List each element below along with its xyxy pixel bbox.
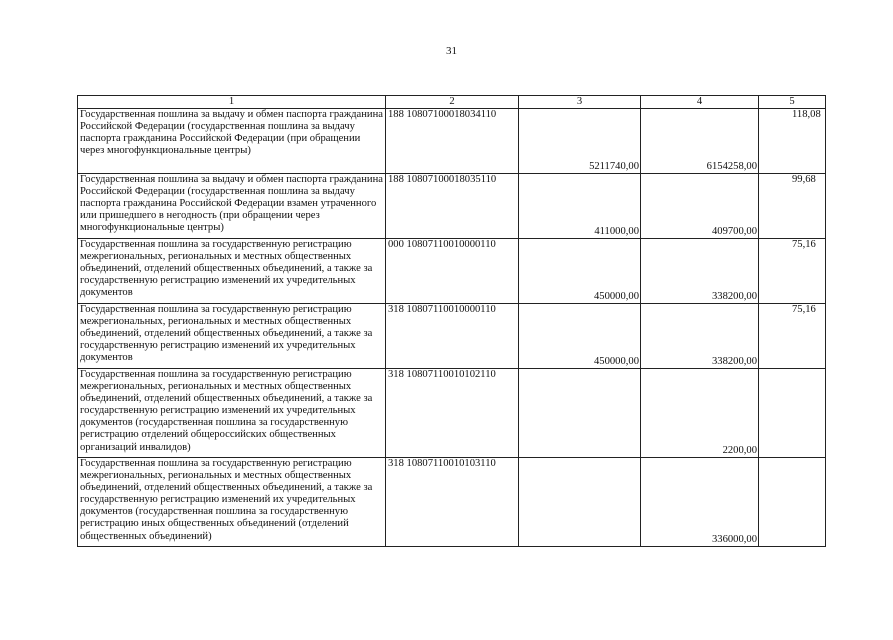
budget-code-cell: 318 10807110010000110 xyxy=(386,304,519,369)
header-col-1: 1 xyxy=(78,96,386,109)
budget-code-cell: 318 10807110010103110 xyxy=(386,458,519,547)
col5-value-cell xyxy=(759,458,826,547)
budget-code-cell: 000 10807110010000110 xyxy=(386,239,519,304)
col5-value-cell: 99,68 xyxy=(759,174,826,239)
header-col-2: 2 xyxy=(386,96,519,109)
fee-name-cell: Государственная пошлина за выдачу и обмен паспорта гражданина Российской Федерации (государственная пошлина за выдачу паспорта гражданина Российской Федерации (при обращении через многофункциональные центры) xyxy=(78,109,386,174)
col4-value-cell: 338200,00 xyxy=(641,239,759,304)
table-row xyxy=(78,239,826,304)
header-col-5: 5 xyxy=(759,96,826,109)
col3-value-cell: 450000,00 xyxy=(519,239,641,304)
table-row xyxy=(78,304,826,369)
col5-value-cell: 118,08 xyxy=(759,109,826,174)
fee-name-cell: Государственная пошлина за государственную регистрацию межрегиональных, региональных и местных общественных объединений, отделений общественных объединений, а также за государственную регистрацию изменений их учредительных документов xyxy=(78,239,386,304)
header-col-4: 4 xyxy=(641,96,759,109)
fee-table xyxy=(77,95,826,547)
table-row xyxy=(78,369,826,458)
col4-value-cell: 2200,00 xyxy=(641,369,759,458)
budget-code-cell: 188 10807100018034110 xyxy=(386,109,519,174)
col5-value-cell xyxy=(759,369,826,458)
fee-name-cell: Государственная пошлина за государственную регистрацию межрегиональных, региональных и местных общественных объединений, отделений общественных объединений, а также за государственную регистрацию изменений их учредительных документов (государственная пошлина за государственную регистрацию отделений общероссийских общественных организаций инвалидов) xyxy=(78,369,386,458)
fee-name-cell: Государственная пошлина за государственную регистрацию межрегиональных, региональных и местных общественных объединений, отделений общественных объединений, а также за государственную регистрацию изменений их учредительных документов (государственная пошлина за государственную регистрацию иных общественных объединений (отделений общественных объединений) xyxy=(78,458,386,547)
table-row xyxy=(78,109,826,174)
col4-value-cell: 409700,00 xyxy=(641,174,759,239)
col4-value-cell: 6154258,00 xyxy=(641,109,759,174)
col5-value-cell: 75,16 xyxy=(759,304,826,369)
col5-value-cell: 75,16 xyxy=(759,239,826,304)
col3-value-cell: 411000,00 xyxy=(519,174,641,239)
header-col-3: 3 xyxy=(519,96,641,109)
budget-code-cell: 318 10807110010102110 xyxy=(386,369,519,458)
col3-value-cell xyxy=(519,458,641,547)
col3-value-cell: 450000,00 xyxy=(519,304,641,369)
table-row xyxy=(78,174,826,239)
col3-value-cell xyxy=(519,369,641,458)
table-header-row xyxy=(78,96,826,109)
table-row xyxy=(78,458,826,547)
fee-name-cell: Государственная пошлина за выдачу и обмен паспорта гражданина Российской Федерации (государственная пошлина за выдачу паспорта гражданина Российской Федерации взамен утраченного или пришедшего в негодность (при обращении через многофункциональные центры) xyxy=(78,174,386,239)
page-number: 31 xyxy=(446,45,457,57)
col4-value-cell: 336000,00 xyxy=(641,458,759,547)
col3-value-cell: 5211740,00 xyxy=(519,109,641,174)
col4-value-cell: 338200,00 xyxy=(641,304,759,369)
fee-name-cell: Государственная пошлина за государственную регистрацию межрегиональных, региональных и местных общественных объединений, отделений общественных объединений, а также за государственную регистрацию изменений их учредительных документов xyxy=(78,304,386,369)
budget-code-cell: 188 10807100018035110 xyxy=(386,174,519,239)
